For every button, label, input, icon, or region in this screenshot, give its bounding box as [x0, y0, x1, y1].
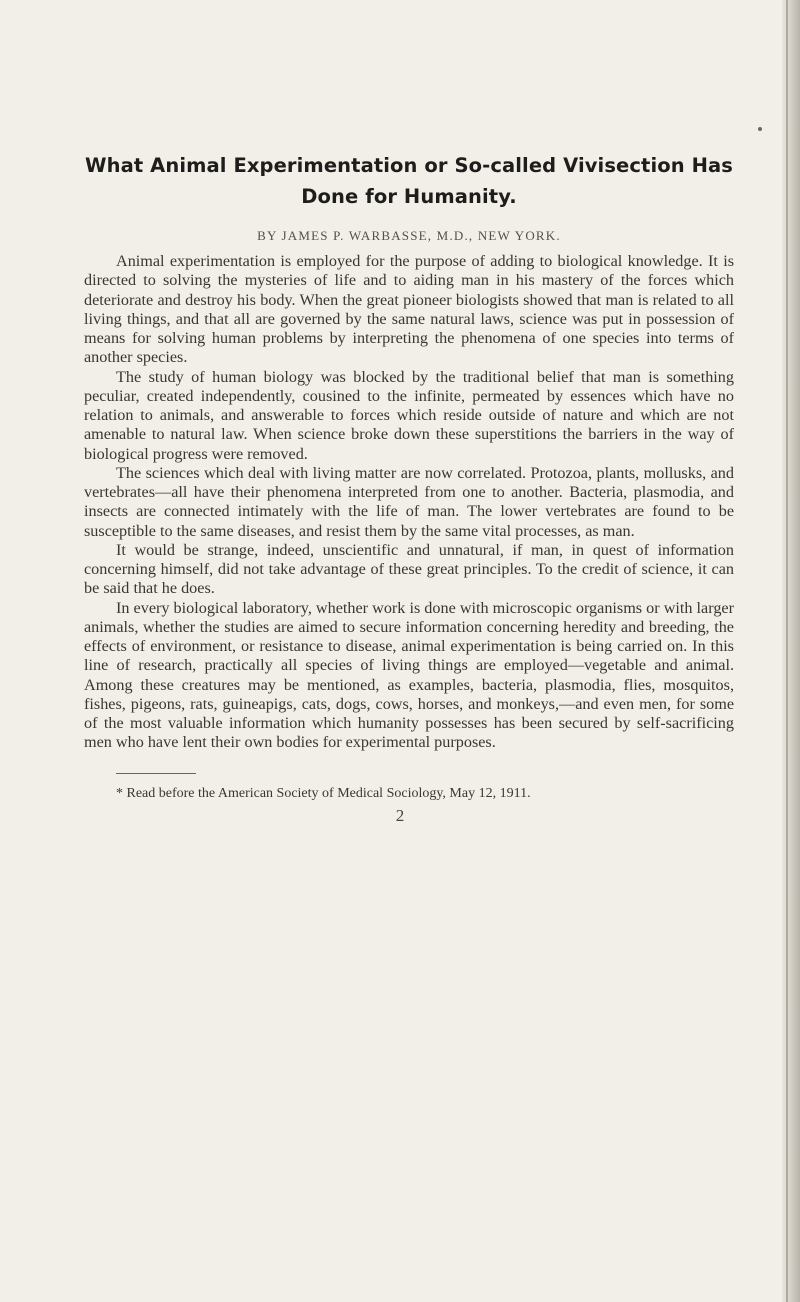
footnote-divider — [116, 773, 196, 774]
article-body — [84, 252, 734, 753]
article — [84, 150, 734, 804]
article-title-line-1: What Animal Experimentation or So-called Vivisection Has — [84, 154, 733, 177]
article-title-line-2: Done for Humanity. — [301, 185, 517, 208]
page-number: 2 — [395, 806, 405, 825]
article-title — [84, 150, 734, 212]
paragraph: The study of human biology was blocked by the traditional belief that man is something peculiar, created independently, cousined to the infinite, permeated by essences which have no relation to animals, and answerable to forces which reside outside of nature and which are not amenable to natural law. When science broke down these superstitions the barriers in the way of biological progress were removed. — [84, 367, 734, 463]
page-binding-line — [786, 0, 788, 1302]
speck-mark — [758, 127, 762, 131]
paragraph: In every biological laboratory, whether work is done with microscopic organisms or with larger animals, whether the studies are aimed to secure information concerning heredity and breeding, the effects of environment, or resistance to disease, animal experimentation is being carried on. In this line of research, practically all species of living things are employed—vegetable and animal. Among these creatures may be mentioned, as examples, bacteria, plasmodia, flies, mosquitos, fishes, pigeons, rats, guineapigs, cats, dogs, cows, horses, and monkeys,—and even men, for some of the most valuable information which humanity possesses has been secured by self-sacrificing men who have lent their own bodies for experimental purposes. — [84, 598, 734, 752]
article-byline: BY JAMES P. WARBASSE, M.D., NEW YORK. — [257, 228, 561, 243]
footnote: * Read before the American Society of Medical Sociology, May 12, 1911. — [116, 785, 531, 801]
paragraph: It would be strange, indeed, unscientific and unnatural, if man, in quest of information concerning himself, did not take advantage of these great principles. To the credit of science, it can be said that he does. — [84, 540, 734, 598]
paragraph: Animal experimentation is employed for the purpose of adding to biological knowledge. It is directed to solving the mysteries of life and to aiding man in his mastery of the forces which deteriorate and destroy his body. When the great pioneer biologists showed that man is related to all living things, and that all are governed by the same natural laws, science was put in possession of means for solving human problems by interpreting the phenomena of one species into terms of another species. — [84, 252, 734, 367]
page-edge-shadow — [782, 0, 800, 1302]
paragraph: The sciences which deal with living matter are now correlated. Protozoa, plants, mollusks, and vertebrates—all have their phenomena interpreted from one to another. Bacteria, plasmodia, and insects are connected intimately with the life of man. The lower vertebrates are found to be susceptible to the same diseases, and resist them by the same vital processes, as man. — [84, 463, 734, 540]
